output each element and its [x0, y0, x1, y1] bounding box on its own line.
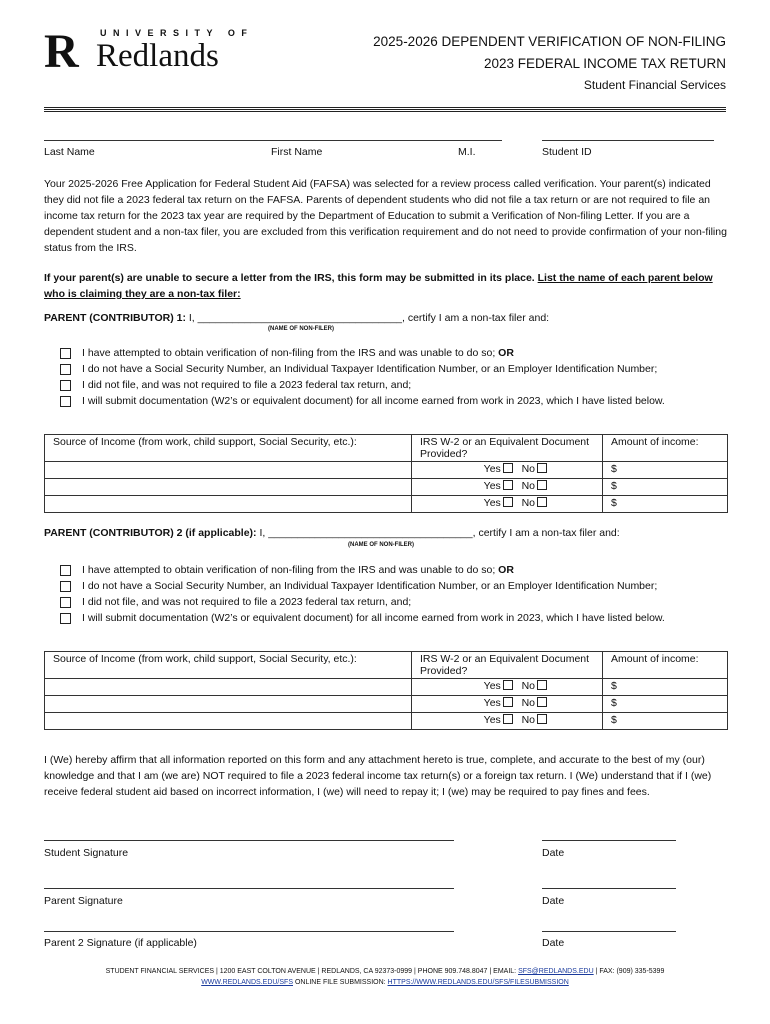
yes-checkbox[interactable]: [503, 480, 513, 490]
intro-paragraph: Your 2025-2026 Free Application for Federal Student Aid (FAFSA) was selected for a review process called verification. Your parent(s) indicated they did not file a 2023 federal tax return on the FAFSA. Parents of dependent students who did not file a tax return or are not required to file an income tax return for the 2023 tax year are required by the Department of Education to submit a Verification of Non-filing Letter. If you are a dependent student and a non-tax filer, you are excluded from this verification requirement and do not need to provide confirmation of your non-filing status from the IRS.: [44, 178, 727, 254]
no-checkbox[interactable]: [537, 480, 547, 490]
parent2-name-hint: (NAME OF NON-FILER): [348, 542, 414, 548]
instruction-underlined: List the name of each parent below who is claiming they are a non-tax filer:: [44, 272, 713, 300]
w2-provided-cell: [412, 713, 603, 730]
table-row: [45, 462, 728, 479]
income-source-cell[interactable]: [45, 713, 412, 730]
form-title-line1: 2025-2026 DEPENDENT VERIFICATION OF NON-FILING: [373, 34, 726, 49]
table-row: [45, 479, 728, 496]
parent1-income-table: [44, 434, 728, 513]
yes-checkbox[interactable]: [503, 697, 513, 707]
student-id-label: Student ID: [542, 146, 592, 158]
amount-cell[interactable]: $: [603, 696, 728, 713]
no-checkbox[interactable]: [537, 463, 547, 473]
yes-label: Yes: [483, 480, 501, 492]
parent2-check-item-2: I do not have a Social Security Number, an Individual Taxpayer Identification Number, or an Employer Identification Number;: [82, 580, 658, 592]
parent1-checkbox-4[interactable]: [60, 396, 71, 407]
w2-provided-cell: [412, 696, 603, 713]
parent2-checkbox-3[interactable]: [60, 597, 71, 608]
amount-cell[interactable]: $: [603, 479, 728, 496]
amount-cell[interactable]: $: [603, 679, 728, 696]
yes-label: Yes: [483, 680, 501, 692]
table-header-amount: Amount of income:: [603, 435, 728, 462]
parent-signature-label: Parent Signature: [44, 895, 123, 907]
no-checkbox[interactable]: [537, 714, 547, 724]
yes-label: Yes: [483, 497, 501, 509]
parent2-checkbox-2[interactable]: [60, 581, 71, 592]
parent1-check-item-1: [82, 345, 732, 361]
check-item-1-text: I have attempted to obtain verification of non-filing from the IRS and was unable to do so;: [82, 564, 496, 576]
parent2-income-table: [44, 651, 728, 730]
parent1-certify-line: [44, 312, 549, 324]
parent2-label: PARENT (CONTRIBUTOR) 2 (if applicable):: [44, 527, 257, 539]
student-date-label: Date: [542, 847, 565, 859]
table-header-w2: IRS W-2 or an Equivalent Document Provided?: [412, 435, 603, 462]
no-checkbox[interactable]: [537, 497, 547, 507]
table-header-source: Source of Income (from work, child support, Social Security, etc.):: [45, 435, 412, 462]
form-title-line2: 2023 FEDERAL INCOME TAX RETURN: [483, 56, 726, 71]
last-name-label: Last Name: [44, 146, 95, 158]
income-source-cell[interactable]: [45, 496, 412, 513]
header-divider: [44, 106, 726, 112]
parent2-check-item-4: I will submit documentation (W2’s or equivalent document) for all income earned from work in 2023, which I have listed below.: [82, 612, 665, 624]
amount-cell[interactable]: $: [603, 462, 728, 479]
parent-signature-line[interactable]: [44, 888, 454, 889]
affirmation-paragraph: I (We) hereby affirm that all information reported on this form and any attachment hereto is true, complete, and accurate to the best of my (our) knowledge and that I am (we are) NOT required to file a 2023 federal income tax return(s) or a foreign tax return. I (We) understand that if I (we) receive federal student aid based on incorrect information, I (we) will need to repay it; I (we) may be required to pay fines and fees.: [44, 754, 712, 798]
parent1-certify-text[interactable]: I, ___________________________________, certify I am a non-tax filer and:: [188, 312, 550, 324]
mi-label: M.I.: [458, 146, 476, 158]
footer-email-link[interactable]: SFS@REDLANDS.EDU: [518, 968, 594, 975]
yes-checkbox[interactable]: [503, 714, 513, 724]
yes-label: Yes: [483, 697, 501, 709]
check-item-1-text: I have attempted to obtain verification of non-filing from the IRS and was unable to do so;: [82, 347, 496, 359]
amount-cell[interactable]: $: [603, 713, 728, 730]
footer-website-link[interactable]: WWW.REDLANDS.EDU/SFS: [201, 979, 293, 986]
logo-mark: R: [44, 25, 79, 78]
yes-checkbox[interactable]: [503, 463, 513, 473]
first-name-label: First Name: [271, 146, 323, 158]
table-row: [45, 713, 728, 730]
student-id-field-line[interactable]: [542, 140, 714, 141]
income-source-cell[interactable]: [45, 679, 412, 696]
w2-provided-cell: [412, 496, 603, 513]
logo-name: Redlands: [96, 38, 219, 74]
footer-fax: | FAX: (909) 335-5399: [595, 968, 665, 975]
footer-submission-label: ONLINE FILE SUBMISSION:: [294, 979, 386, 986]
yes-checkbox[interactable]: [503, 680, 513, 690]
amount-cell[interactable]: $: [603, 496, 728, 513]
table-header-source: Source of Income (from work, child support, Social Security, etc.):: [45, 652, 412, 679]
parent2-checkbox-1[interactable]: [60, 565, 71, 576]
income-source-cell[interactable]: [45, 696, 412, 713]
check-item-1-or: OR: [498, 564, 514, 576]
no-label: No: [521, 497, 535, 509]
instruction-bold: If your parent(s) are unable to secure a letter from the IRS, this form may be submitted in its place.: [44, 272, 535, 284]
student-signature-label: Student Signature: [44, 847, 129, 859]
parent2-date-label: Date: [542, 937, 565, 949]
no-label: No: [521, 463, 535, 475]
parent2-certify-line: [44, 527, 620, 539]
logo-university-of: UNIVERSITY OF: [100, 28, 254, 38]
table-header-w2: IRS W-2 or an Equivalent Document Provided?: [412, 652, 603, 679]
no-checkbox[interactable]: [537, 697, 547, 707]
parent1-name-hint: (NAME OF NON-FILER): [268, 326, 334, 332]
no-label: No: [521, 714, 535, 726]
parent2-signature-line[interactable]: [44, 931, 454, 932]
parent2-checkbox-4[interactable]: [60, 613, 71, 624]
footer-address: STUDENT FINANCIAL SERVICES | 1200 EAST COLTON AVENUE | REDLANDS, CA 92373-0999 | PHONE 909.748.8047 | EMAIL:: [105, 968, 517, 975]
parent-date-label: Date: [542, 895, 565, 907]
table-row: [45, 696, 728, 713]
table-row: [45, 679, 728, 696]
parent2-signature-label: Parent 2 Signature (if applicable): [44, 937, 197, 949]
table-header-amount: Amount of income:: [603, 652, 728, 679]
parent2-check-item-3: I did not file, and was not required to file a 2023 federal tax return, and;: [82, 596, 412, 608]
parent1-checkbox-3[interactable]: [60, 380, 71, 391]
parent1-checkbox-2[interactable]: [60, 364, 71, 375]
parent1-check-item-3: I did not file, and was not required to file a 2023 federal tax return, and;: [82, 379, 412, 391]
w2-provided-cell: [412, 462, 603, 479]
yes-checkbox[interactable]: [503, 497, 513, 507]
student-signature-line[interactable]: [44, 840, 454, 841]
student-date-line[interactable]: [542, 840, 676, 841]
no-label: No: [521, 697, 535, 709]
name-field-line[interactable]: [44, 140, 502, 141]
no-checkbox[interactable]: [537, 680, 547, 690]
parent2-check-item-1: [82, 562, 732, 578]
parent1-check-item-4: I will submit documentation (W2’s or equivalent document) for all income earned from work in 2023, which I have listed below.: [82, 395, 665, 407]
parent2-date-line[interactable]: [542, 931, 676, 932]
check-item-1-or: OR: [498, 347, 514, 359]
parent1-label: PARENT (CONTRIBUTOR) 1:: [44, 312, 186, 324]
w2-provided-cell: [412, 479, 603, 496]
parent-date-line[interactable]: [542, 888, 676, 889]
footer-submission-link[interactable]: HTTPS://WWW.REDLANDS.EDU/SFS/FILESUBMISSION: [387, 979, 569, 986]
parent1-check-item-2: I do not have a Social Security Number, an Individual Taxpayer Identification Number, or an Employer Identification Number;: [82, 363, 658, 375]
parent2-certify-text[interactable]: I, ___________________________________, certify I am a non-tax filer and:: [259, 527, 620, 539]
form-subtitle: Student Financial Services: [583, 78, 726, 92]
table-row: [45, 496, 728, 513]
w2-provided-cell: [412, 679, 603, 696]
footer-line1: [0, 966, 770, 977]
no-label: No: [521, 680, 535, 692]
footer-line2: [0, 977, 770, 988]
instruction: [44, 270, 728, 302]
no-label: No: [521, 480, 535, 492]
income-source-cell[interactable]: [45, 479, 412, 496]
yes-label: Yes: [483, 714, 501, 726]
yes-label: Yes: [483, 463, 501, 475]
income-source-cell[interactable]: [45, 462, 412, 479]
parent1-checkbox-1[interactable]: [60, 348, 71, 359]
